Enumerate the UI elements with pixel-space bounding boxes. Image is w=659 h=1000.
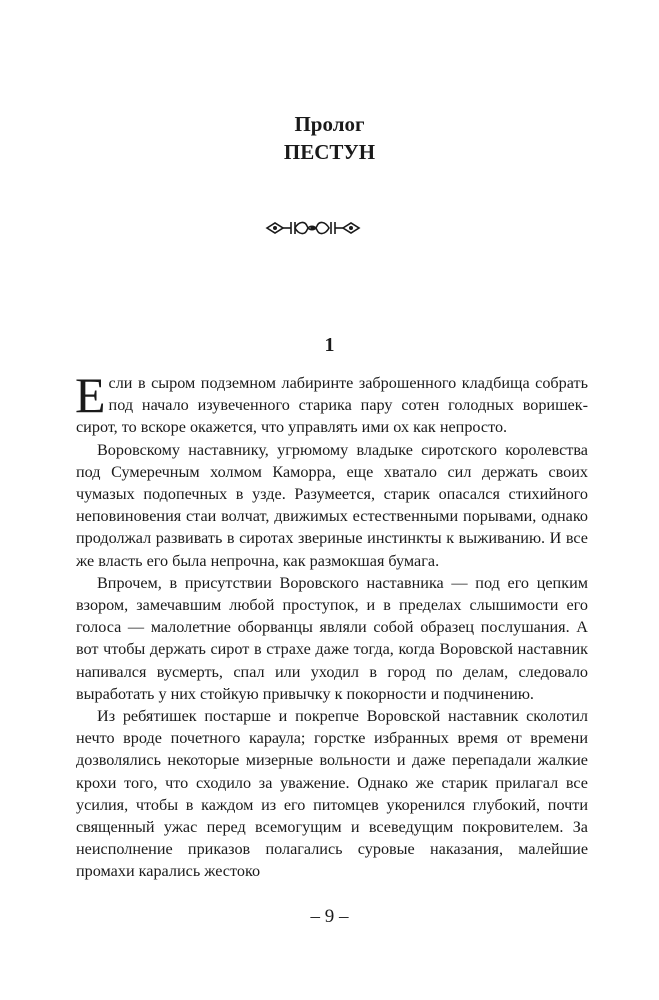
body-text [75,367,588,883]
chapter-label: Пролог [294,112,365,136]
drop-cap: Е [75,367,106,423]
decorative-ornament-icon [265,218,361,238]
chapter-title: ПЕСТУН [283,140,376,164]
paragraph [75,367,588,439]
paragraph-text: сли в сыром подземном лабиринте заброшенного кладбища собрать под начало изувеченного старика пару сотен голодных воришек-сирот, то вскоре окажется, что управлять ими ох как непросто. [76,374,588,437]
section-number: 1 [324,334,335,356]
paragraph: Впрочем, в присутствии Воровского наставника — под его цепким взором, замечавшим любой проступок, и в пределах слышимости его голоса — малолетние оборванцы являли собой образец послушания. А вот чтобы держать сирот в страхе даже тогда, когда Воровской наставник напивался вусмерть, спал или уходил в город по делам, следовало выработать у них стойкую привычку к покорности и подчинению. [76,573,588,703]
paragraph: Из ребятишек постарше и покрепче Воровской наставник сколотил нечто вроде почетного караула; горстке избранных время от времени дозволялись некоторые мизерные вольности и даже перепадали жалкие крохи того, что сходило за уважение. Однако же старик прилагал все усилия, чтобы в каждом из его питомцев укоренился глубокий, почти священный ужас перед всемогущим и всеведущим покровителем. За неисполнение приказов полагались суровые наказания, малейшие промахи карались жестоко [76,707,588,881]
paragraph: Воровскому наставнику, угрюмому владыке сиротского королевства под Сумеречным холмом Каморра, еще хватало сил держать своих чумазых подопечных в узде. Разумеется, старик опасался стихийного неповиновения стаи волчат, движимых естественными порывами, однако продолжал развивать в сиротах звериные инстинкты к выживанию. И все же власть его была непрочна, как размокшая бумага. [76,440,588,570]
page-number: – 9 – [310,906,349,927]
